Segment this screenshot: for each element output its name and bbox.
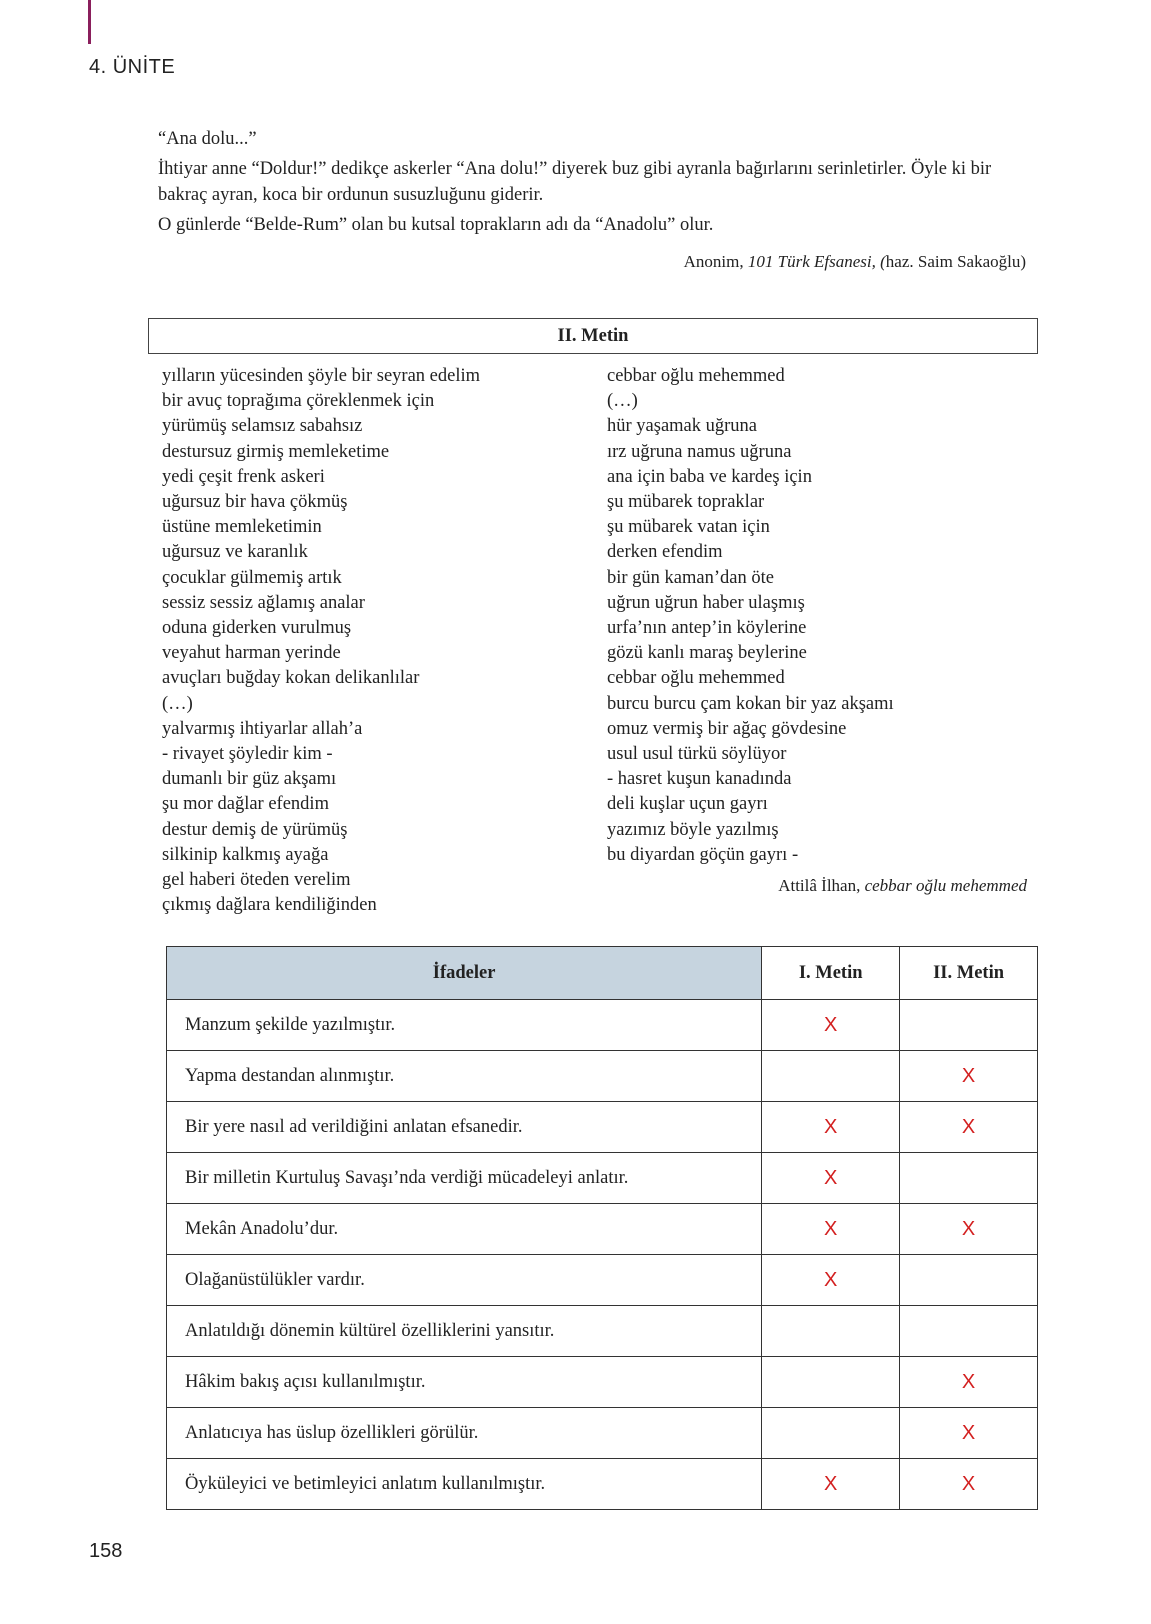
source-author: Attilâ İlhan, — [778, 876, 865, 895]
poem-line: bu diyardan göçün gayrı - — [607, 844, 799, 865]
text2-mark-cell — [900, 1306, 1038, 1357]
statement-cell: Bir yere nasıl ad verildiğini anlatan efsanedir. — [167, 1102, 762, 1153]
poem-line: ırz uğruna namus uğruna — [607, 441, 792, 462]
poem-line: deli kuşlar uçun gayrı — [607, 794, 768, 815]
text1-mark-cell: X — [762, 1204, 900, 1255]
poem-line: oduna giderken vurulmuş — [162, 618, 352, 639]
poem-line: veyahut harman yerinde — [162, 643, 341, 664]
text1-mark-cell — [762, 1408, 900, 1459]
poem-line: yürümüş selamsız sabahsız — [162, 416, 363, 437]
poem-right-column — [607, 364, 894, 868]
unit-label: 4. ÜNİTE — [89, 56, 176, 78]
poem-line: burcu burcu çam kokan bir yaz akşamı — [607, 693, 894, 714]
poem-line: omuz vermiş bir ağaç gövdesine — [607, 718, 847, 739]
text2-mark-cell: X — [900, 1459, 1038, 1510]
text2-mark-cell: X — [900, 1204, 1038, 1255]
header-statements: İfadeler — [167, 947, 762, 1000]
page-number: 158 — [89, 1540, 123, 1562]
statement-cell: Olağanüstülükler vardır. — [167, 1255, 762, 1306]
statement-cell: Hâkim bakış açısı kullanılmıştır. — [167, 1357, 762, 1408]
table-row — [167, 1102, 1038, 1153]
poem-line: bir gün kaman’dan öte — [607, 567, 774, 588]
poem-line: üstüne memleketimin — [162, 517, 322, 538]
poem-line: (…) — [607, 391, 638, 412]
poem-line: usul usul türkü söylüyor — [607, 744, 787, 765]
text1-mark-cell: X — [762, 1255, 900, 1306]
poem-line: uğrun uğrun haber ulaşmış — [607, 592, 805, 613]
poem-line: hür yaşamak uğruna — [607, 416, 758, 437]
poem-line: cebbar oğlu mehemmed — [607, 668, 785, 689]
unit-accent-bar — [88, 0, 91, 44]
source-rest: haz. Saim Sakaoğlu) — [885, 252, 1026, 271]
poem-line: avuçları buğday kokan delikanlılar — [162, 668, 420, 689]
source-work: cebbar oğlu mehemmed — [864, 876, 1027, 895]
statement-cell: Mekân Anadolu’dur. — [167, 1204, 762, 1255]
poem-line: (…) — [162, 693, 193, 714]
intro-text — [158, 126, 1028, 242]
poem-line: çıkmış dağlara kendiliğinden — [162, 895, 377, 916]
poem-line: şu mor dağlar efendim — [162, 794, 329, 815]
text2-mark-cell — [900, 1000, 1038, 1051]
table-row — [167, 1153, 1038, 1204]
header-text1: I. Metin — [762, 947, 900, 1000]
table-row — [167, 1408, 1038, 1459]
statement-cell: Yapma destandan alınmıştır. — [167, 1051, 762, 1102]
text1-source — [684, 252, 1026, 272]
text1-mark-cell: X — [762, 1000, 900, 1051]
text2-mark-cell — [900, 1255, 1038, 1306]
text2-title: II. Metin — [148, 318, 1038, 354]
poem-line: ana için baba ve kardeş için — [607, 466, 812, 487]
poem-line: - rivayet şöyledir kim - — [162, 744, 333, 765]
poem-line: uğursuz bir hava çökmüş — [162, 492, 348, 513]
text1-mark-cell — [762, 1051, 900, 1102]
table-row — [167, 1000, 1038, 1051]
statement-cell: Anlatıcıya has üslup özellikleri görülür. — [167, 1408, 762, 1459]
intro-paragraph: O günlerde “Belde-Rum” olan bu kutsal toprakların adı da “Anadolu” olur. — [158, 215, 714, 235]
header-text2: II. Metin — [900, 947, 1038, 1000]
poem-line: yazımız böyle yazılmış — [607, 819, 779, 840]
comparison-table — [166, 946, 1038, 1510]
table-row — [167, 1204, 1038, 1255]
text2-mark-cell: X — [900, 1408, 1038, 1459]
poem-line: yılların yücesinden şöyle bir seyran edelim — [162, 366, 481, 386]
source-work: 101 Türk Efsanesi, ( — [747, 252, 886, 271]
table-row — [167, 1051, 1038, 1102]
text2-mark-cell: X — [900, 1357, 1038, 1408]
table-row — [167, 1255, 1038, 1306]
text2-mark-cell: X — [900, 1051, 1038, 1102]
intro-paragraph: “Ana dolu...” — [158, 129, 257, 149]
poem-line: destur demiş de yürümüş — [162, 819, 348, 840]
poem-line: gel haberi öteden verelim — [162, 870, 351, 891]
poem-line: gözü kanlı maraş beylerine — [607, 643, 807, 664]
intro-paragraph: İhtiyar anne “Doldur!” dedikçe askerler “Ana dolu!” diyerek buz gibi ayranla bağırlarını serinletirler. Öyle ki bir bakraç ayran, koca bir ordunun susuzluğunu giderir. — [158, 159, 992, 205]
table-row — [167, 1459, 1038, 1510]
text1-mark-cell: X — [762, 1153, 900, 1204]
text1-mark-cell: X — [762, 1459, 900, 1510]
text2-mark-cell — [900, 1153, 1038, 1204]
table-header-row — [167, 947, 1038, 1000]
table-row — [167, 1357, 1038, 1408]
poem-line: uğursuz ve karanlık — [162, 542, 308, 563]
poem-line: silkinip kalkmış ayağa — [162, 844, 329, 865]
poem-line: yalvarmış ihtiyarlar allah’a — [162, 718, 363, 739]
poem-left-column — [162, 364, 480, 918]
poem-line: sessiz sessiz ağlamış analar — [162, 592, 365, 613]
text2-mark-cell: X — [900, 1102, 1038, 1153]
poem-line: bir avuç toprağıma çöreklenmek için — [162, 391, 435, 412]
poem-line: urfa’nın antep’in köylerine — [607, 618, 807, 639]
poem-line: derken efendim — [607, 542, 723, 563]
poem-line: çocuklar gülmemiş artık — [162, 567, 342, 588]
poem-line: dumanlı bir güz akşamı — [162, 769, 337, 790]
poem-line: - hasret kuşun kanadında — [607, 769, 792, 790]
poem-line: yedi çeşit frenk askeri — [162, 466, 325, 487]
text1-mark-cell — [762, 1306, 900, 1357]
poem-line: cebbar oğlu mehemmed — [607, 366, 785, 386]
poem-line: destursuz girmiş memleketime — [162, 441, 390, 462]
text1-mark-cell: X — [762, 1102, 900, 1153]
poem-line: şu mübarek vatan için — [607, 517, 770, 538]
statement-cell: Öyküleyici ve betimleyici anlatım kullanılmıştır. — [167, 1459, 762, 1510]
statement-cell: Anlatıldığı dönemin kültürel özelliklerini yansıtır. — [167, 1306, 762, 1357]
source-author: Anonim, — [683, 252, 748, 271]
statement-cell: Bir milletin Kurtuluş Savaşı’nda verdiği mücadeleyi anlatır. — [167, 1153, 762, 1204]
text1-mark-cell — [762, 1357, 900, 1408]
table-row — [167, 1306, 1038, 1357]
text2-source — [778, 876, 1027, 896]
poem-line: şu mübarek topraklar — [607, 492, 765, 513]
statement-cell: Manzum şekilde yazılmıştır. — [167, 1000, 762, 1051]
